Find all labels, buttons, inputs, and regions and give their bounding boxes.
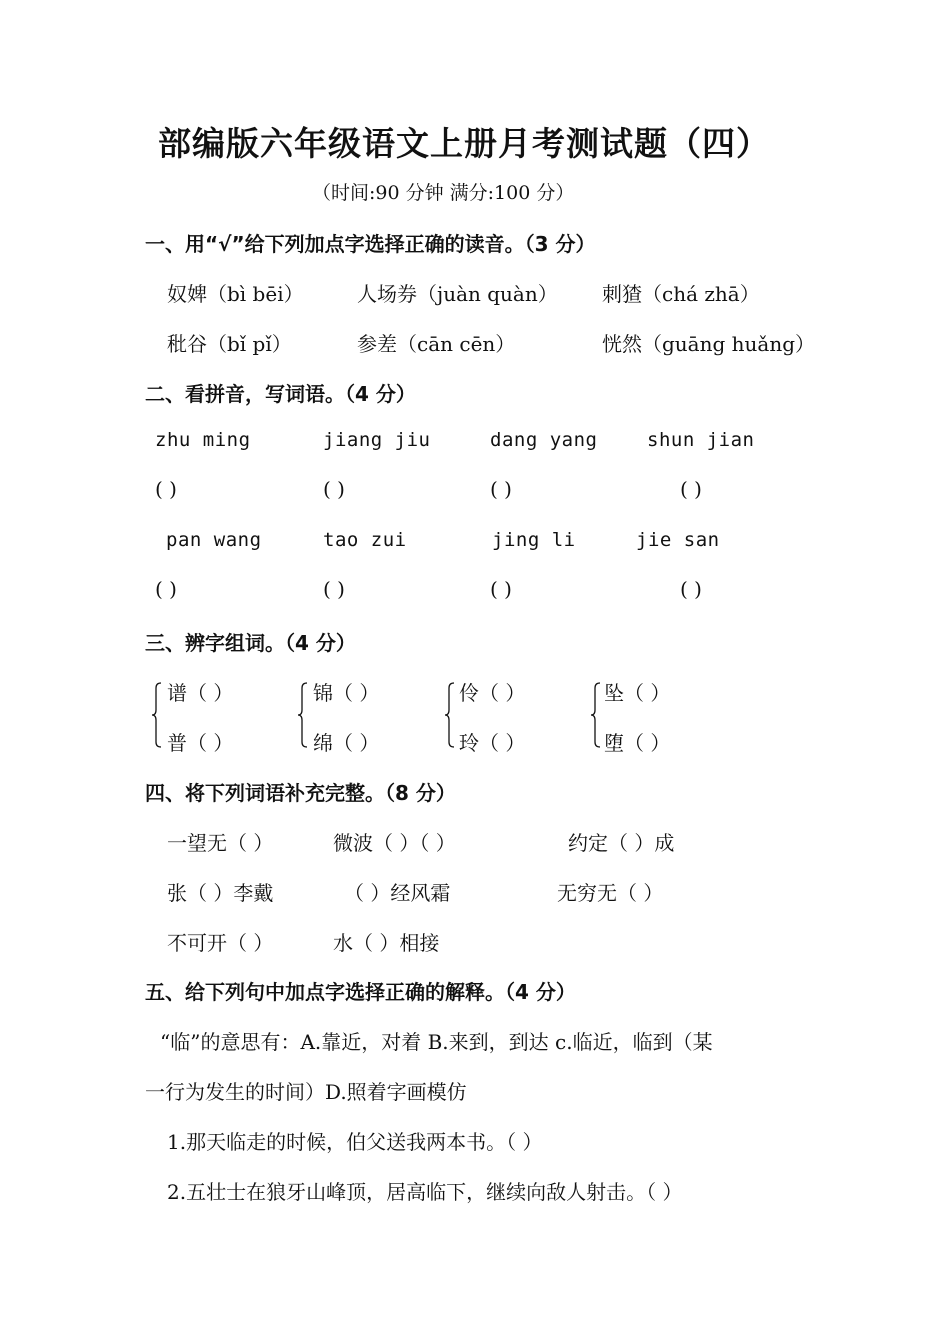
char-pair-item: 坠（ ） (604, 681, 671, 705)
char-pair-item: 谱（ ） (167, 681, 234, 705)
answer-blank[interactable]: ( ) (680, 577, 702, 601)
answer-blank[interactable]: ( ) (155, 577, 177, 601)
section-1-heading: 一、用“√”给下列加点字选择正确的读音。（3 分） (145, 232, 596, 256)
s1-item: 刺猹（chá zhā） (602, 282, 760, 306)
answer-blank[interactable]: ( ) (490, 577, 512, 601)
char-pair-item: 普（ ） (167, 731, 234, 755)
idiom-item: 不可开（ ） (167, 931, 274, 955)
answer-blank[interactable]: ( ) (680, 477, 702, 501)
section-4-heading: 四、将下列词语补充完整。（8 分） (145, 781, 456, 805)
answer-blank[interactable]: ( ) (490, 477, 512, 501)
s1-item: 人场券（juàn quàn） (357, 282, 558, 306)
definition-text: 一行为发生的时间）D.照着字画模仿 (145, 1080, 467, 1104)
question-item: 2.五壮士在狼牙山峰顶，居高临下，继续向敌人射击。（ ） (167, 1180, 683, 1204)
idiom-item: 约定（ ）成 (568, 831, 675, 855)
brace-icon (445, 682, 454, 748)
section-3-heading: 三、辨字组词。（4 分） (145, 631, 356, 655)
idiom-item: （ ）经风霜 (344, 881, 451, 905)
idiom-item: 张（ ）李戴 (167, 881, 274, 905)
answer-blank[interactable]: ( ) (155, 477, 177, 501)
section-5-heading: 五、给下列句中加点字选择正确的解释。（4 分） (145, 980, 576, 1004)
brace-icon (152, 682, 161, 748)
idiom-item: 一望无（ ） (167, 831, 274, 855)
answer-blank[interactable]: ( ) (323, 577, 345, 601)
pinyin-label: jie san (636, 529, 720, 551)
char-pair-item: 锦（ ） (313, 681, 380, 705)
s1-item: 恍然（guāng huǎng） (602, 332, 816, 356)
pinyin-label: zhu ming (155, 429, 251, 451)
page-subtitle: （时间:90 分钟 满分:100 分） (312, 182, 575, 204)
char-pair-item: 绵（ ） (313, 731, 380, 755)
idiom-item: 微波（ ）（ ） (333, 831, 456, 855)
s1-item: 参差（cān cēn） (357, 332, 516, 356)
definition-text: “临”的意思有：A.靠近，对着 B.来到，到达 c.临近，临到（某 (160, 1030, 713, 1054)
pinyin-label: shun jian (647, 429, 755, 451)
char-pair-item: 玲（ ） (459, 731, 526, 755)
page-title: 部编版六年级语文上册月考测试题（四） (158, 124, 770, 163)
pinyin-label: jiang jiu (323, 429, 431, 451)
question-item: 1.那天临走的时候，伯父送我两本书。（ ） (167, 1130, 543, 1154)
answer-blank[interactable]: ( ) (323, 477, 345, 501)
char-pair-item: 伶（ ） (459, 681, 526, 705)
pinyin-label: dang yang (490, 429, 598, 451)
char-pair-item: 堕（ ） (604, 731, 671, 755)
idiom-item: 水（ ）相接 (333, 931, 440, 955)
brace-icon (298, 682, 307, 748)
s1-item: 秕谷（bǐ pǐ） (167, 332, 292, 356)
s1-item: 奴婢（bì bēi） (167, 282, 304, 306)
pinyin-label: tao zui (323, 529, 407, 551)
brace-icon (591, 682, 600, 748)
idiom-item: 无穷无（ ） (557, 881, 664, 905)
pinyin-label: jing li (492, 529, 576, 551)
section-2-heading: 二、看拼音，写词语。（4 分） (145, 382, 416, 406)
pinyin-label: pan wang (166, 529, 262, 551)
